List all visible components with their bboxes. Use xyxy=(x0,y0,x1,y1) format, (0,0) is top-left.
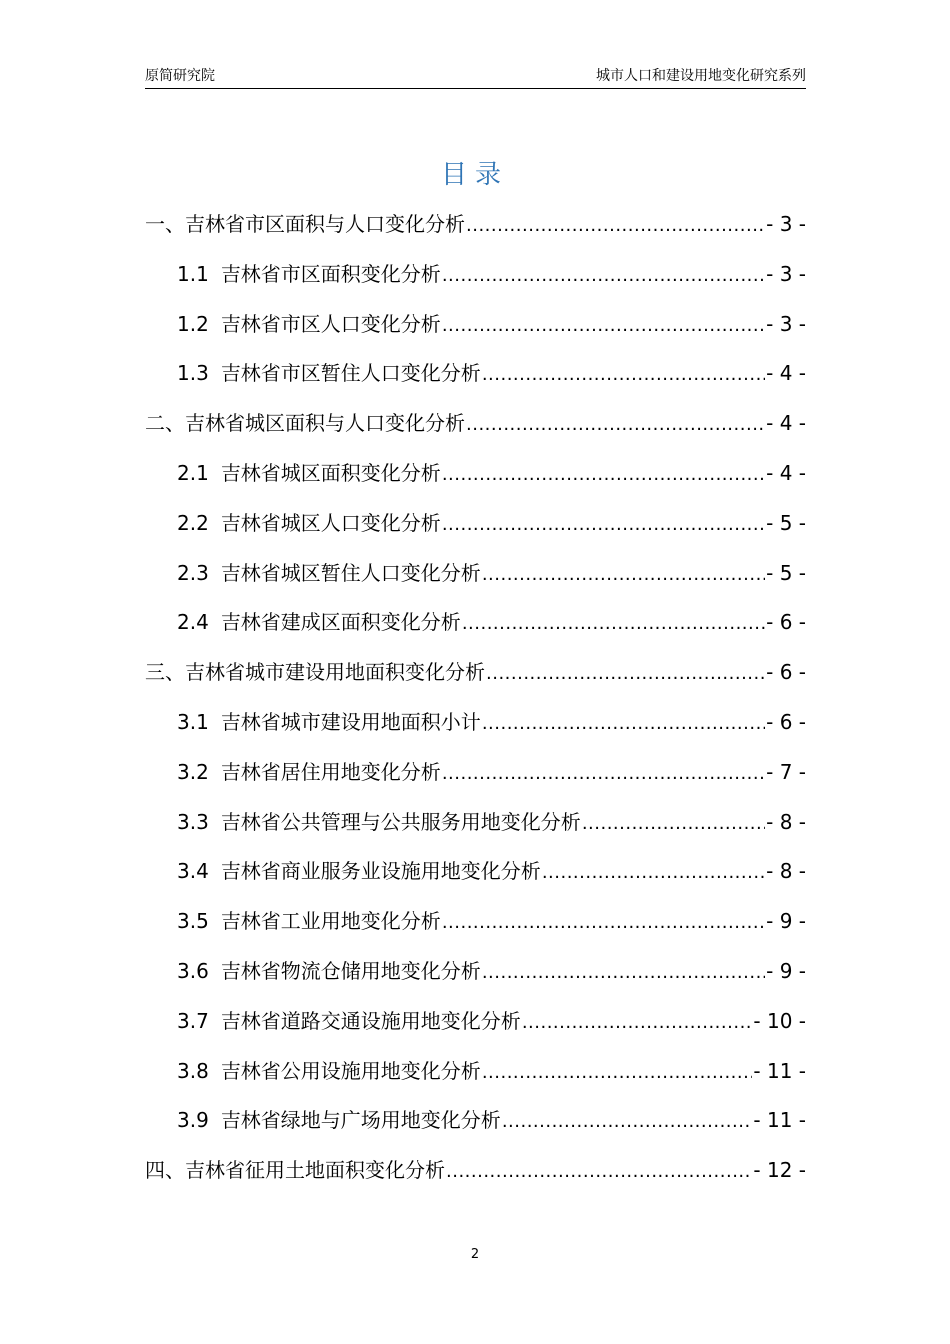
toc-entry-page: - 11 - xyxy=(753,1108,806,1133)
toc-entry-number: 3.2 xyxy=(177,759,209,784)
toc-dot-leader xyxy=(482,954,765,992)
toc-entry[interactable] xyxy=(145,603,806,653)
toc-entry[interactable] xyxy=(145,404,806,454)
toc-entry-title: 吉林省公用设施用地变化分析 xyxy=(220,1058,481,1083)
page-header xyxy=(145,66,806,89)
toc-entry-page: - 4 - xyxy=(766,361,806,386)
toc-entry-number: 3.8 xyxy=(177,1058,209,1083)
toc-dot-leader xyxy=(442,257,765,295)
toc-entry[interactable] xyxy=(145,305,806,355)
toc-entry-page: - 7 - xyxy=(766,759,806,784)
toc-entry-page: - 9 - xyxy=(766,909,806,934)
toc-entry-page: - 3 - xyxy=(766,261,806,286)
toc-entry-page: - 6 - xyxy=(766,660,806,685)
toc-dot-leader xyxy=(462,605,765,643)
toc-entry-page: - 4 - xyxy=(766,411,806,436)
toc-entry-number: 3.3 xyxy=(177,809,209,834)
toc-entry-page: - 3 - xyxy=(766,212,806,236)
toc-entry-number: 2.2 xyxy=(177,510,209,535)
toc-entry-page: - 4 - xyxy=(766,460,806,485)
toc-entry[interactable] xyxy=(145,703,806,753)
toc-entry-title: 吉林省工业用地变化分析 xyxy=(220,909,441,934)
toc-entry-page: - 9 - xyxy=(766,958,806,983)
toc-entry-page: - 3 - xyxy=(766,311,806,336)
toc-entry-page: - 5 - xyxy=(766,510,806,535)
toc-entry[interactable] xyxy=(145,205,806,255)
toc-entry-page: - 6 - xyxy=(766,709,806,734)
toc-entry-page: - 10 - xyxy=(753,1008,806,1033)
toc-entry-number: 3.6 xyxy=(177,958,209,983)
toc-entry-title: 吉林省居住用地变化分析 xyxy=(220,759,441,784)
toc-entry-page: - 6 - xyxy=(766,610,806,635)
toc-entry-title: 吉林省道路交通设施用地变化分析 xyxy=(220,1008,521,1033)
toc-entry[interactable] xyxy=(145,554,806,604)
toc-entry-title: 吉林省绿地与广场用地变化分析 xyxy=(220,1108,501,1133)
toc-dot-leader xyxy=(442,307,765,345)
toc-entry[interactable] xyxy=(145,354,806,404)
toc-entry[interactable] xyxy=(145,255,806,305)
toc-dot-leader xyxy=(486,655,765,693)
toc-entry[interactable] xyxy=(145,902,806,952)
toc-entry-page: - 12 - xyxy=(753,1158,806,1183)
toc-entry[interactable] xyxy=(145,1002,806,1052)
header-series-title: 城市人口和建设用地变化研究系列 xyxy=(596,68,806,84)
toc-dot-leader xyxy=(442,904,765,942)
toc-title: 目录 xyxy=(440,160,509,190)
toc-dot-leader xyxy=(442,506,765,544)
toc-entry-title: 吉林省商业服务业设施用地变化分析 xyxy=(220,859,541,884)
toc-entry-number: 3.5 xyxy=(177,909,209,934)
toc-entry-title: 吉林省城区暂住人口变化分析 xyxy=(220,560,481,585)
toc-entry-title: 吉林省城市建设用地面积小计 xyxy=(220,709,481,734)
toc-dot-leader xyxy=(442,456,765,494)
toc-entry-number: 1.1 xyxy=(177,261,209,286)
toc-entry-title: 吉林省城区人口变化分析 xyxy=(220,510,441,535)
toc-dot-leader xyxy=(542,854,765,892)
toc-entry-number: 2.4 xyxy=(177,610,209,635)
toc-entry-number: 2.1 xyxy=(177,460,209,485)
toc-entry-title: 吉林省市区人口变化分析 xyxy=(220,311,441,336)
toc-dot-leader xyxy=(482,1054,753,1092)
toc-entry[interactable] xyxy=(145,454,806,504)
toc-entry-number: 3.7 xyxy=(177,1008,209,1033)
toc-dot-leader xyxy=(482,705,765,743)
toc-entry-number: 1.3 xyxy=(177,361,209,386)
toc-dot-leader xyxy=(482,356,765,394)
toc-entry-number: 2.3 xyxy=(177,560,209,585)
table-of-contents xyxy=(145,205,806,1201)
toc-entry[interactable] xyxy=(145,852,806,902)
toc-dot-leader xyxy=(482,556,765,594)
toc-entry[interactable] xyxy=(145,653,806,703)
toc-dot-leader xyxy=(522,1004,753,1042)
toc-entry-page: - 11 - xyxy=(753,1058,806,1083)
toc-entry-page: - 5 - xyxy=(766,560,806,585)
toc-entry-title: 吉林省公共管理与公共服务用地变化分析 xyxy=(220,809,581,834)
toc-entry[interactable] xyxy=(145,1101,806,1151)
toc-entry-title: 吉林省建成区面积变化分析 xyxy=(220,610,461,635)
toc-entry[interactable] xyxy=(145,1052,806,1102)
toc-entry-title: 吉林省物流仓储用地变化分析 xyxy=(220,958,481,983)
toc-entry[interactable] xyxy=(145,504,806,554)
toc-entry-number: 1.2 xyxy=(177,311,209,336)
toc-entry[interactable] xyxy=(145,1151,806,1201)
toc-dot-leader xyxy=(582,805,765,843)
page-number: 2 xyxy=(470,1247,480,1262)
toc-entry-number: 3.9 xyxy=(177,1108,209,1133)
toc-entry-page: - 8 - xyxy=(766,809,806,834)
toc-dot-leader xyxy=(502,1103,753,1141)
toc-entry[interactable] xyxy=(145,952,806,1002)
toc-entry[interactable] xyxy=(145,753,806,803)
toc-dot-leader xyxy=(442,755,765,793)
toc-dot-leader xyxy=(466,406,765,444)
header-org-name: 原简研究院 xyxy=(145,68,215,84)
toc-entry-title: 三、吉林省城市建设用地面积变化分析 xyxy=(145,660,485,685)
toc-entry-page: - 8 - xyxy=(766,859,806,884)
toc-entry-title: 四、吉林省征用土地面积变化分析 xyxy=(145,1158,445,1183)
toc-dot-leader xyxy=(446,1153,752,1191)
toc-entry-title: 吉林省市区暂住人口变化分析 xyxy=(220,361,481,386)
toc-entry-title: 吉林省城区面积变化分析 xyxy=(220,460,441,485)
toc-entry-number: 3.4 xyxy=(177,859,209,884)
toc-entry-title: 二、吉林省城区面积与人口变化分析 xyxy=(145,411,465,436)
toc-entry-title: 吉林省市区面积变化分析 xyxy=(220,261,441,286)
toc-dot-leader xyxy=(466,207,765,245)
toc-entry-title: 一、吉林省市区面积与人口变化分析 xyxy=(145,212,465,236)
toc-entry[interactable] xyxy=(145,803,806,853)
toc-entry-number: 3.1 xyxy=(177,709,209,734)
